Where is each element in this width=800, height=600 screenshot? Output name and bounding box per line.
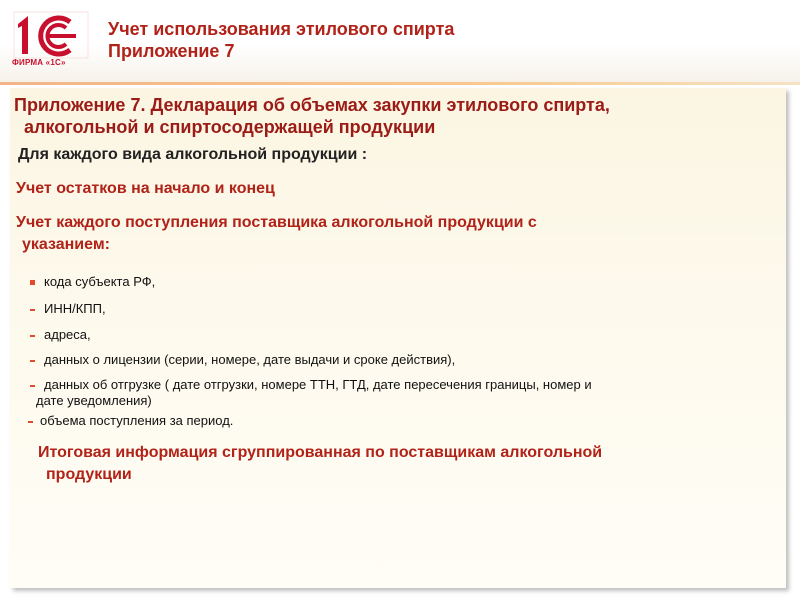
intro-text: Для каждого вида алкогольной продукции : [18, 146, 368, 163]
summary-line-2: продукции [46, 466, 132, 483]
content-panel [10, 88, 786, 588]
point-receipts-line-2: указанием: [22, 236, 110, 253]
bullet-icon [30, 309, 35, 311]
logo-caption: ФИРМА «1С» [12, 58, 66, 67]
bullet-item: данных о лицензии (серии, номере, дате выдачи и сроке действия), [44, 352, 456, 367]
bullet-icon [30, 385, 35, 387]
slide-header [0, 0, 800, 82]
bullet-icon [30, 335, 35, 337]
bullet-item: объема поступления за период. [40, 413, 234, 428]
bullet-item: данных об отгрузке ( дате отгрузки, номере ТТН, ГТД, дате пересечения границы, номер и [44, 377, 592, 392]
summary-line-1: Итоговая информация сгруппированная по поставщикам алкогольной [38, 444, 603, 461]
header-divider [0, 82, 800, 85]
bullet-item: кода субъекта РФ, [44, 274, 156, 289]
bullet-item-continuation: дате уведомления) [36, 393, 152, 408]
section-heading-line-1: Приложение 7. Декларация об объемах закупки этилового спирта, [14, 95, 610, 115]
bullet-icon [30, 360, 35, 362]
bullet-item: адреса, [44, 327, 91, 342]
point-balances: Учет остатков на начало и конец [16, 180, 275, 197]
bullet-icon [30, 280, 35, 285]
slide-title [108, 18, 454, 62]
point-receipts-line-1: Учет каждого поступления поставщика алкогольной продукции с [16, 214, 537, 231]
slide-title-line-1: Учет использования этилового спирта [108, 19, 455, 39]
bullet-icon [28, 421, 33, 423]
bullet-item: ИНН/КПП, [44, 301, 106, 316]
section-heading-line-2: алкогольной и спиртосодержащей продукции [24, 117, 436, 137]
slide-title-line-2: Приложение 7 [108, 41, 235, 61]
